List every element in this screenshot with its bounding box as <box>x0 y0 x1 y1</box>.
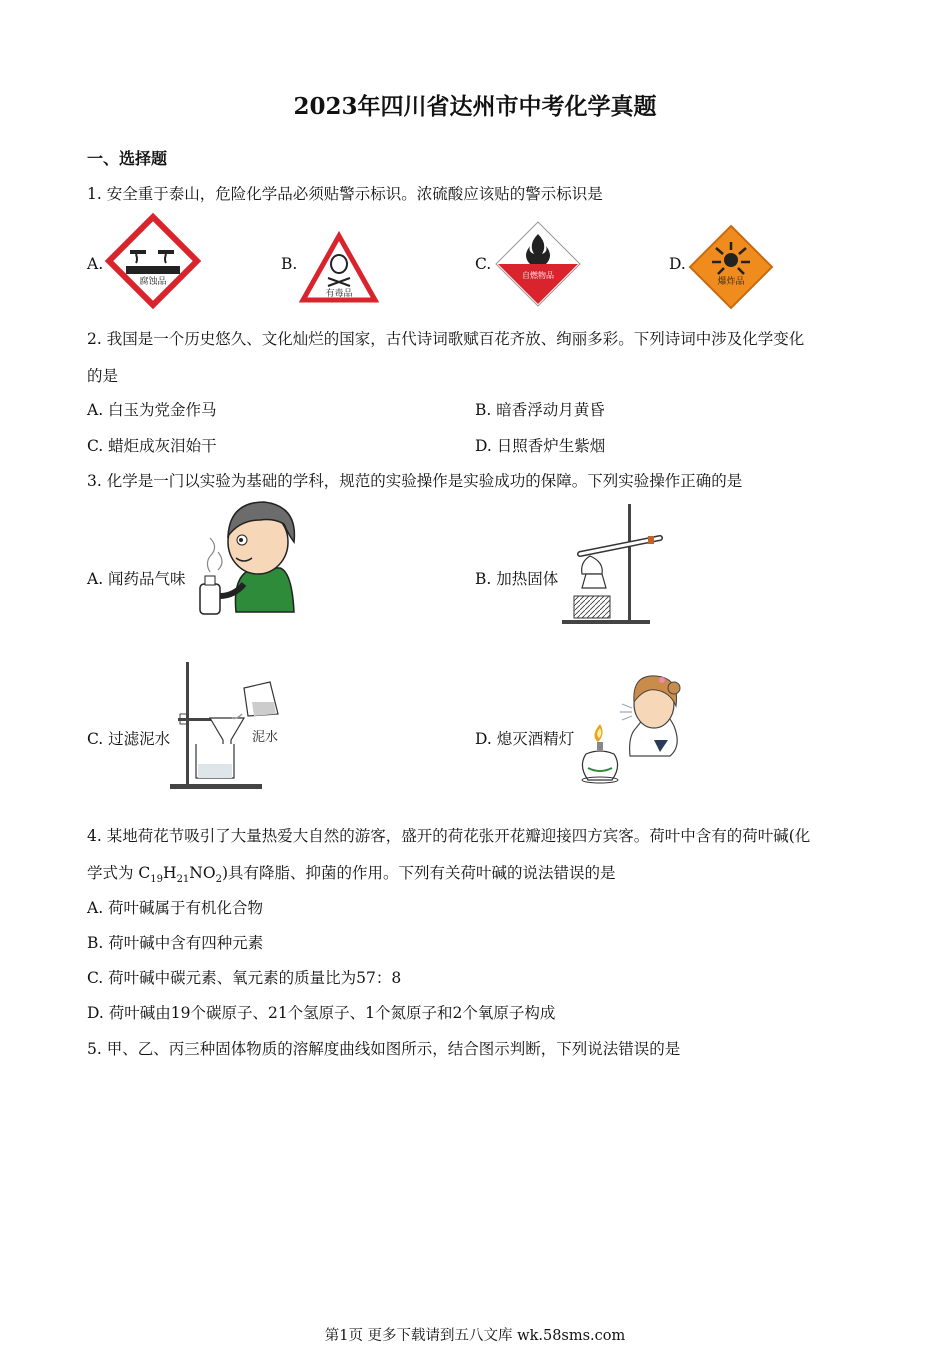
q1-option-b-label: B. <box>281 255 298 273</box>
explosive-sign-icon <box>688 224 774 310</box>
question-1-stem: 1. 安全重于泰山，危险化学品必须贴警示标识。浓硫酸应该贴的警示标识是 <box>87 185 603 203</box>
flammable-sign-text: 自燃物品 <box>522 271 554 280</box>
q4-option-c: C. 荷叶碱中碳元素、氧元素的质量比为57：8 <box>87 969 402 987</box>
question-4-stem-line1: 4. 某地荷花节吸引了大量热爱大自然的游客，盛开的荷花张开花瓣迎接四方宾客。荷叶中含有的荷叶碱(化 <box>87 827 811 845</box>
flammable-sign-icon <box>494 220 582 308</box>
question-5-stem: 5. 甲、乙、丙三种固体物质的溶解度曲线如图所示，结合图示判断，下列说法错误的是 <box>87 1040 681 1058</box>
q2-option-c: C. 蜡炬成灰泪始干 <box>87 437 217 455</box>
toxic-sign-icon <box>300 232 378 304</box>
question-2-stem-line2: 的是 <box>87 367 119 385</box>
explosive-sign-text: 爆炸品 <box>717 277 745 287</box>
heating-solid-illustration <box>560 500 664 626</box>
smelling-chemical-illustration <box>196 500 300 620</box>
q2-option-a: A. 白玉为党金作马 <box>87 401 217 419</box>
corrosive-sign-icon <box>106 214 200 308</box>
question-4-stem-line2: 学式为 $C_{19}H_{21}NO_2$)具有降脂、抑菌的作用。下列有关荷叶碱的说法错误的是 <box>87 864 616 886</box>
page-footer: 第1页 更多下载请到五八文库 wk.58sms.com <box>324 1328 626 1344</box>
q2-option-d: D. 日照香炉生紫烟 <box>475 437 606 455</box>
q2-option-b: B. 暗香浮动月黄昏 <box>475 401 605 419</box>
q3-option-d: D. 熄灭酒精灯 <box>475 730 575 748</box>
q1-option-d-label: D. <box>669 255 686 273</box>
corrosive-sign-text: 腐蚀品 <box>139 277 167 287</box>
q4-option-b: B. 荷叶碱中含有四种元素 <box>87 934 264 952</box>
q4-option-d: D. 荷叶碱由19个碳原子、21个氢原子、1个氮原子和2个氧原子构成 <box>87 1004 556 1022</box>
q1-option-c-label: C. <box>475 255 492 273</box>
question-3-stem: 3. 化学是一门以实验为基础的学科，规范的实验操作是实验成功的保障。下列实验操作正确的是 <box>87 472 743 490</box>
question-2-stem-line1: 2. 我国是一个历史悠久、文化灿烂的国家，古代诗词歌赋百花齐放、绚丽多彩。下列诗词中涉及化学变化 <box>87 330 805 348</box>
section-heading: 一、选择题 <box>87 149 168 168</box>
q3-option-a: A. 闻药品气味 <box>87 570 186 588</box>
q3-option-b: B. 加热固体 <box>475 570 559 588</box>
q1-option-a-label: A. <box>87 255 104 273</box>
extinguishing-lamp-illustration <box>578 668 690 792</box>
q4-option-a: A. 荷叶碱属于有机化合物 <box>87 899 264 917</box>
q3-option-c: C. 过滤泥水 <box>87 730 171 748</box>
muddy-water-label: 泥水 <box>252 730 279 745</box>
toxic-sign-text: 有毒品 <box>325 289 353 299</box>
page-title: 2023年四川省达州市中考化学真题 <box>293 93 657 120</box>
filtration-illustration <box>170 658 290 790</box>
